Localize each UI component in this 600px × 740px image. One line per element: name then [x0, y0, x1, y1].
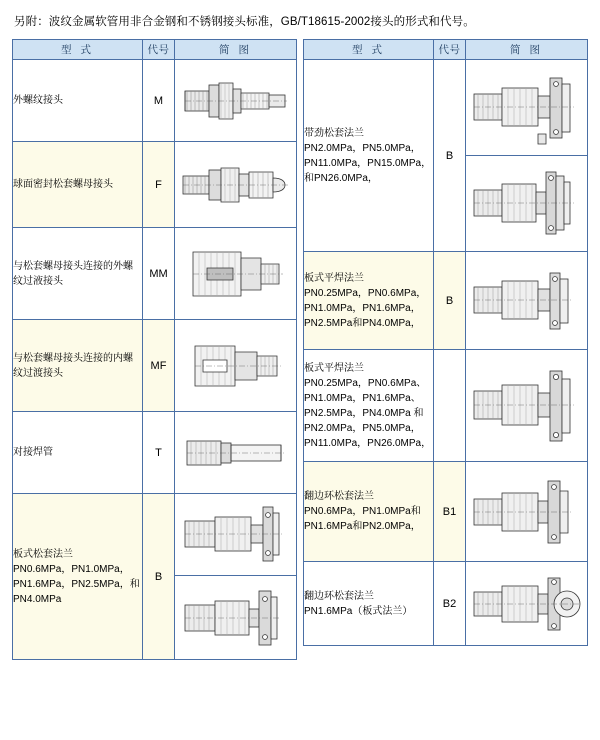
- fitting-ribbed-loose-flange-2-icon: [466, 160, 587, 248]
- row-code: B: [143, 494, 175, 660]
- row-subtitle: PN1.6MPa（板式法兰）: [304, 605, 413, 617]
- row-figure: [175, 60, 297, 142]
- fitting-plate-loose-flange-2-icon: [175, 581, 296, 655]
- fitting-butt-weld-pipe-icon: [175, 421, 296, 485]
- row-label: [13, 320, 143, 412]
- fitting-lap-joint-flange-icon: [466, 467, 587, 557]
- fitting-plate-slip-on-flange-icon: [466, 257, 587, 345]
- row-title: 翻边环松套法兰: [304, 590, 374, 602]
- fitting-ribbed-loose-flange-icon: [466, 64, 587, 152]
- table-header-row: [13, 40, 297, 60]
- row-title: 板式平焊法兰: [304, 272, 364, 284]
- row-figure: [175, 494, 297, 576]
- fitting-male-adapter-icon: [175, 238, 296, 310]
- row-figure: [175, 576, 297, 660]
- row-subtitle: PN0.25MPa，PN0.6MPa、PN1.0MPa，PN1.6MPa、PN2.5MPa，PN4.0MPa 和PN2.0MPa，PN5.0MPa，PN11.0MPa，PN26.0MPa，: [304, 377, 432, 449]
- row-label: [13, 494, 143, 660]
- table-row: [13, 60, 297, 142]
- row-subtitle: PN0.6MPa，PN1.0MPa和PN1.6MPa和PN2.0MPa，: [304, 506, 421, 532]
- fitting-plate-slip-on-flange-2-icon: [466, 357, 587, 455]
- row-title: 球面密封松套螺母接头: [13, 179, 113, 190]
- table-row: [304, 60, 588, 156]
- table-row: [304, 252, 588, 350]
- row-title: 外螺纹接头: [13, 95, 63, 106]
- row-label: [13, 412, 143, 494]
- header-type: 型 式: [13, 40, 143, 60]
- fitting-male-thread-icon: [175, 69, 296, 133]
- fitting-lap-joint-flange-2-icon: [466, 566, 587, 642]
- fitting-plate-loose-flange-icon: [175, 499, 296, 571]
- left-spec-table: [12, 39, 297, 660]
- row-label: [304, 60, 434, 252]
- row-figure: [175, 412, 297, 494]
- row-label: [304, 462, 434, 562]
- row-figure: [466, 462, 588, 562]
- table-row: [13, 228, 297, 320]
- table-row: [13, 412, 297, 494]
- header-code: 代号: [434, 40, 466, 60]
- table-row: [13, 494, 297, 576]
- row-title: 与松套螺母接头连接的外螺纹过液接头: [13, 260, 133, 287]
- table-row: [13, 320, 297, 412]
- row-figure: [466, 252, 588, 350]
- table-row: [13, 142, 297, 228]
- table-row: [304, 562, 588, 646]
- row-title: 翻边环松套法兰: [304, 491, 374, 502]
- row-code: B: [434, 252, 466, 350]
- row-code: B2: [434, 562, 466, 646]
- row-figure: [175, 142, 297, 228]
- row-title: 板式松套法兰: [13, 548, 73, 560]
- row-title: 带劲松套法兰: [304, 127, 364, 139]
- header-figure: 简 图: [175, 40, 297, 60]
- page-title: 另附：波纹金属软管用非合金钢和不锈钢接头标准，GB/T18615-2002接头的形式和代号。: [14, 16, 475, 28]
- row-code: MM: [143, 228, 175, 320]
- header-figure: 简 图: [466, 40, 588, 60]
- row-title: 板式平焊法兰: [304, 362, 364, 374]
- row-title: 与松套螺母接头连接的内螺纹过渡接头: [13, 352, 133, 379]
- row-figure: [175, 320, 297, 412]
- row-figure: [175, 228, 297, 320]
- row-code: M: [143, 60, 175, 142]
- row-label: [304, 350, 434, 462]
- row-subtitle: PN0.6MPa，PN1.0MPa，PN1.6MPa，PN2.5MPa，和PN4.0MPa: [13, 563, 140, 605]
- fitting-spherical-union-nut-icon: [175, 152, 296, 218]
- header-code: 代号: [143, 40, 175, 60]
- table-row: [304, 462, 588, 562]
- row-label: [13, 228, 143, 320]
- fitting-female-adapter-icon: [175, 330, 296, 402]
- right-spec-table: [303, 39, 588, 646]
- row-label: [13, 142, 143, 228]
- row-label: [13, 60, 143, 142]
- row-code: MF: [143, 320, 175, 412]
- row-code: [434, 350, 466, 462]
- row-code: B: [434, 60, 466, 252]
- table-row: [304, 350, 588, 462]
- row-figure: [466, 60, 588, 156]
- row-subtitle: PN0.25MPa，PN0.6MPa，PN1.0MPa，PN1.6MPa，PN2.5MPa和PN4.0MPa，: [304, 287, 427, 329]
- row-label: [304, 252, 434, 350]
- row-figure: [466, 350, 588, 462]
- row-title: 对接焊管: [13, 447, 53, 458]
- row-code: T: [143, 412, 175, 494]
- table-header-row: [304, 40, 588, 60]
- spec-tables: [12, 39, 588, 660]
- row-figure: [466, 562, 588, 646]
- row-label: [304, 562, 434, 646]
- row-subtitle: PN2.0MPa，PN5.0MPa，PN11.0MPa，PN15.0MPa，和PN26.0MPa，: [304, 142, 432, 184]
- row-figure: [466, 156, 588, 252]
- row-code: F: [143, 142, 175, 228]
- header-type: 型 式: [304, 40, 434, 60]
- row-code: B1: [434, 462, 466, 562]
